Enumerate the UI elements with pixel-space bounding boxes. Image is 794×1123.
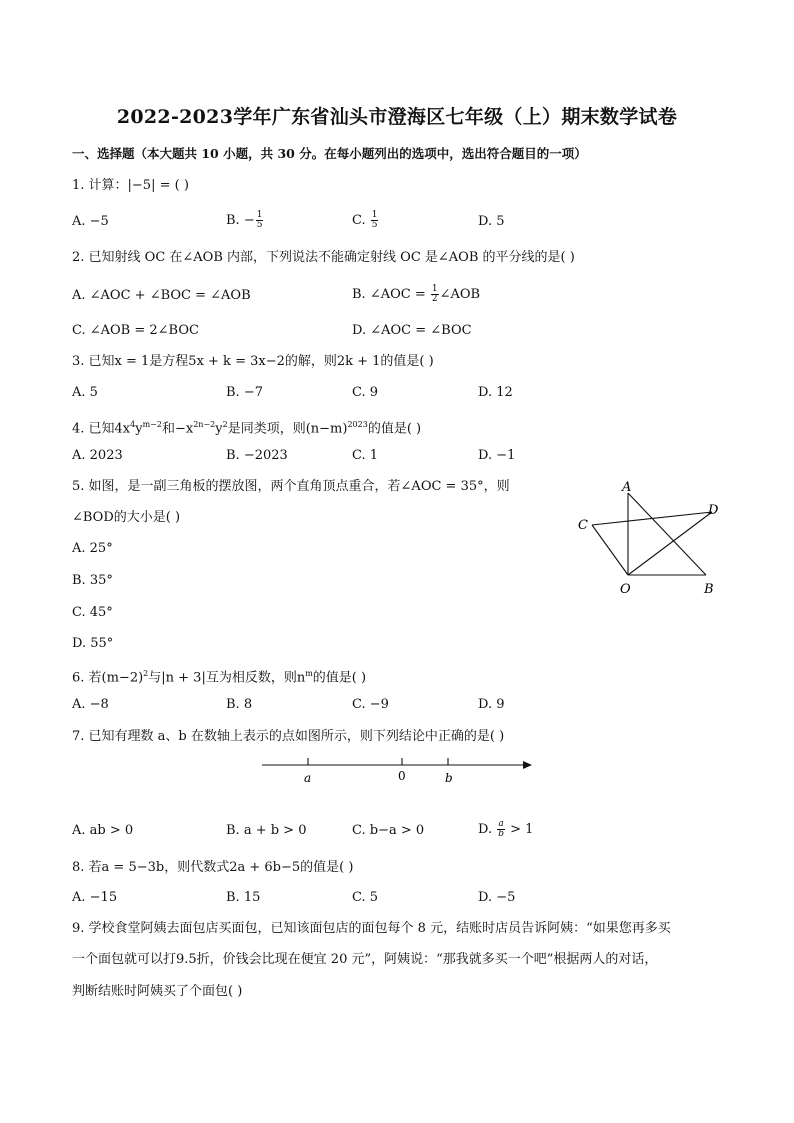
q3-option-a: A. 5 xyxy=(72,385,98,400)
q7-option-d: D. $\frac{a}{b}$ > 1 xyxy=(478,819,534,839)
q5-option-d: D. 55° xyxy=(72,636,114,651)
figure-label-a: A xyxy=(622,480,632,495)
q4-option-a: A. 2023 xyxy=(72,448,123,463)
question-6-stem: 6. 若$(m-2)^2$与|n + 3|互为相反数，则$n^m$的值是( ) xyxy=(72,669,367,686)
page-title: 2022-2023学年广东省汕头市澄海区七年级（上）期末数学试卷 xyxy=(116,106,678,128)
section-heading: 一、选择题（本大题共 10 小题，共 30 分。在每小题列出的选项中，选出符合题目的一项） xyxy=(72,146,587,161)
triangle-set-figure xyxy=(572,475,732,605)
question-9-line-1: 9. 学校食堂阿姨去面包店买面包，已知该面包店的面包每个 8 元，结账时店员告诉阿姨：“如果您再多买 xyxy=(72,921,671,936)
q3-option-c: C. 9 xyxy=(352,385,379,400)
question-5-stem-line-1: 5. 如图，是一副三角板的摆放图，两个直角顶点重合，若∠AOC = 35°，则 xyxy=(72,479,510,494)
q7-option-c: C. b−a > 0 xyxy=(352,823,425,838)
q4-option-c: C. 1 xyxy=(352,448,379,463)
q8-option-a: A. −15 xyxy=(72,890,118,905)
fraction: $\frac{1}{5}$ xyxy=(256,210,263,230)
q3-option-d: D. 12 xyxy=(478,385,513,400)
number-line-figure xyxy=(258,753,548,789)
axis-label-zero: 0 xyxy=(398,769,406,783)
question-9-line-2: 一个面包就可以打9.5折，价钱会比现在便宜 20 元”，阿姨说：“那我就多买一个吧”根据两人的对话， xyxy=(72,952,658,967)
q6-option-b: B. 8 xyxy=(226,697,253,712)
q6-option-c: C. −9 xyxy=(352,697,389,712)
question-5-stem-line-2: ∠BOD的大小是( ) xyxy=(72,510,181,525)
figure-label-b: B xyxy=(704,582,714,597)
q6-option-d: D. 9 xyxy=(478,697,505,712)
q8-option-d: D. −5 xyxy=(478,890,516,905)
q5-option-c: C. 45° xyxy=(72,605,113,620)
figure-label-c: C xyxy=(578,518,588,533)
figure-label-d: D xyxy=(708,503,719,518)
question-7-stem: 7. 已知有理数 a、b 在数轴上表示的点如图所示，则下列结论中正确的是( ) xyxy=(72,729,505,744)
q2-option-b: B. ∠AOC = $\frac{1}{2}$ ∠AOB xyxy=(352,284,481,304)
q1-option-c: C. $\frac{1}{5}$ xyxy=(352,210,378,230)
q8-option-c: C. 5 xyxy=(352,890,379,905)
fraction: $\frac{1}{2}$ xyxy=(431,284,438,304)
q4-option-d: D. −1 xyxy=(478,448,516,463)
q7-option-b: B. a + b > 0 xyxy=(226,823,307,838)
q3-option-b: B. −7 xyxy=(226,385,263,400)
q2-option-a: A. ∠AOC + ∠BOC = ∠AOB xyxy=(72,288,251,303)
q5-option-a: A. 25° xyxy=(72,541,113,556)
q8-option-b: B. 15 xyxy=(226,890,261,905)
axis-label-b: b xyxy=(445,771,453,785)
fraction: $\frac{a}{b}$ xyxy=(498,819,504,839)
figure-label-o: O xyxy=(620,582,631,597)
q1-option-b: B. − $\frac{1}{5}$ xyxy=(226,210,263,230)
q1-option-a: A. −5 xyxy=(72,214,109,229)
axis-label-a: a xyxy=(304,771,312,785)
question-9-line-3: 判断结账时阿姨买了个面包( ) xyxy=(72,984,243,999)
q1-option-d: D. 5 xyxy=(478,214,505,229)
question-4-stem: 4. 已知$4x^4y^{m-2}$和$-x^{2n-2}y^2$是同类项，则$(n-m)^{2023}$的值是( ) xyxy=(72,420,422,437)
q7-option-a: A. ab > 0 xyxy=(72,823,134,838)
q6-option-a: A. −8 xyxy=(72,697,109,712)
q4-option-b: B. −2023 xyxy=(226,448,288,463)
question-2-stem: 2. 已知射线 OC 在∠AOB 内部，下列说法不能确定射线 OC 是∠AOB 的平分线的是( ) xyxy=(72,250,575,265)
question-1-stem: 1. 计算：|−5| = ( ) xyxy=(72,178,189,193)
fraction: $\frac{1}{5}$ xyxy=(371,210,378,230)
q2-option-c: C. ∠AOB = 2∠BOC xyxy=(72,323,199,338)
q5-option-b: B. 35° xyxy=(72,573,113,588)
question-3-stem: 3. 已知x = 1是方程5x + k = 3x−2的解，则2k + 1的值是( ) xyxy=(72,354,434,369)
q2-option-d: D. ∠AOC = ∠BOC xyxy=(352,323,472,338)
question-8-stem: 8. 若a = 5−3b，则代数式2a + 6b−5的值是( ) xyxy=(72,860,354,875)
